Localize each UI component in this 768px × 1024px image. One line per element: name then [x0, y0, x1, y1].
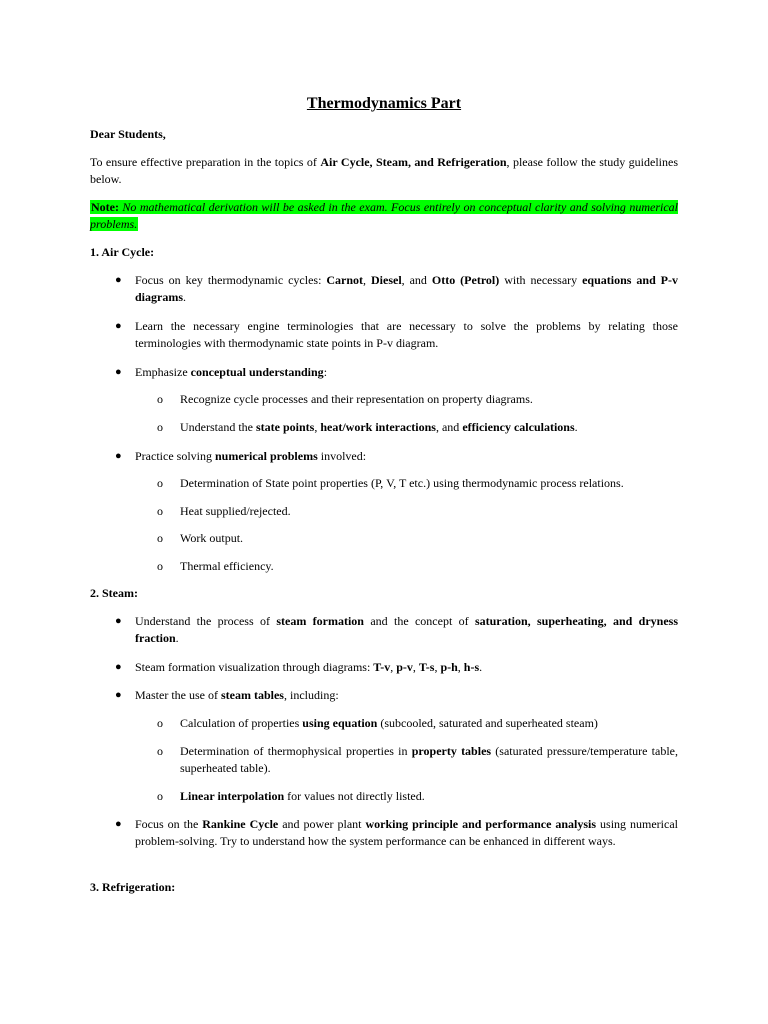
- sub-bullet-marker: o: [157, 476, 163, 490]
- bullet-marker: ●: [115, 818, 122, 830]
- page-title: Thermodynamics Part: [306, 95, 462, 112]
- sub-bullet-marker: o: [157, 531, 163, 545]
- note-paragraph: [90, 199, 678, 233]
- list-item: ● Steam formation visualization through diagrams: T-v, p-v, T-s, p-h, h-s.: [115, 660, 483, 674]
- bullet-marker: ●: [115, 661, 122, 673]
- list-item: o Determination of State point properties (P, V, T etc.) using thermodynamic process relations.: [157, 476, 624, 490]
- list-item: o Calculation of properties using equation (subcooled, saturated and superheated steam): [157, 716, 598, 730]
- bullet-marker: ●: [115, 689, 122, 701]
- list-item: o Heat supplied/rejected.: [157, 504, 291, 518]
- bullet-marker: ●: [115, 615, 122, 627]
- sub-bullet-marker: o: [157, 789, 163, 803]
- list-item: ● Practice solving numerical problems involved:: [115, 449, 367, 463]
- list-item: ● Focus on the Rankine Cycle and power plant working principle and performance analysis using numerical problem-solving. Try to understand how the system performance can be enhanced in different ways.: [115, 817, 678, 848]
- sub-bullet-marker: o: [157, 392, 163, 406]
- sub-bullet-marker: o: [157, 420, 163, 434]
- bullet-marker: ●: [115, 366, 122, 378]
- note-highlight: [90, 200, 678, 231]
- section-heading-air-cycle: 1. Air Cycle:: [90, 245, 155, 259]
- list-item: o Determination of thermophysical properties in property tables (saturated pressure/temperature table, superheated table).: [157, 744, 679, 775]
- note-text: No mathematical derivation will be asked in the exam. Focus entirely on conceptual clarity and solving numerical problems.: [90, 200, 678, 231]
- list-item: o Work output.: [157, 531, 244, 545]
- sub-bullet-marker: o: [157, 559, 163, 573]
- sub-bullet-marker: o: [157, 744, 163, 758]
- list-item: ● Focus on key thermodynamic cycles: Carnot, Diesel, and Otto (Petrol) with necessary equations and P-v diagrams.: [115, 273, 679, 304]
- bullet-marker: ●: [115, 320, 122, 332]
- list-item: o Recognize cycle processes and their representation on property diagrams.: [157, 392, 533, 406]
- list-item: o Thermal efficiency.: [157, 559, 274, 573]
- list-item: o Understand the state points, heat/work interactions, and efficiency calculations.: [157, 420, 578, 434]
- list-item: o Linear interpolation for values not directly listed.: [157, 789, 425, 803]
- bullet-marker: ●: [115, 274, 122, 286]
- sub-bullet-marker: o: [157, 504, 163, 518]
- sub-bullet-marker: o: [157, 716, 163, 730]
- intro-paragraph: To ensure effective preparation in the topics of Air Cycle, Steam, and Refrigeration, please follow the study guidelines below.: [90, 155, 678, 186]
- section-heading-refrigeration: 3. Refrigeration:: [90, 880, 176, 894]
- list-item: ● Understand the process of steam formation and the concept of saturation, superheating, and dryness fraction.: [115, 614, 679, 645]
- list-item: ● Emphasize conceptual understanding:: [115, 365, 328, 379]
- list-item: ● Learn the necessary engine terminologies that are necessary to solve the problems by relating those terminologies with thermodynamic state points in P-v diagram.: [115, 319, 678, 350]
- bullet-marker: ●: [115, 450, 122, 462]
- greeting: Dear Students,: [90, 127, 166, 141]
- list-item: ● Master the use of steam tables, including:: [115, 688, 339, 702]
- section-heading-steam: 2. Steam:: [90, 586, 138, 600]
- note-label: Note:: [91, 200, 119, 214]
